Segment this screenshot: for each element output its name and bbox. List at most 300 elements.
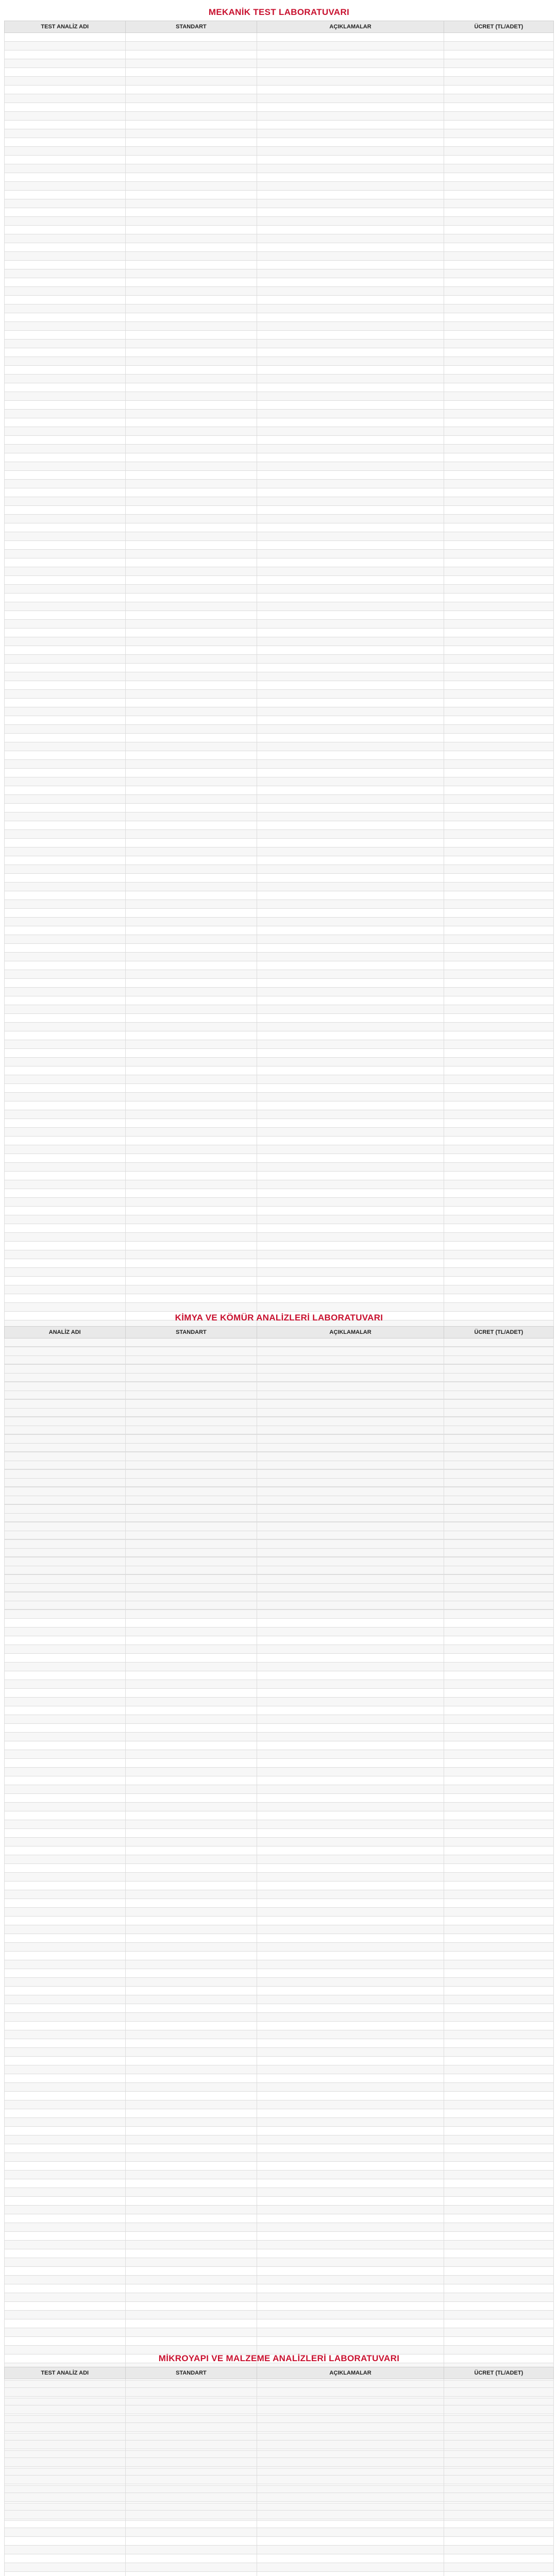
table-row <box>5 103 554 112</box>
table-cell <box>125 1829 257 1838</box>
table-row <box>5 2153 554 2162</box>
table-cell <box>125 1285 257 1294</box>
table-cell <box>257 2136 444 2144</box>
table-cell <box>257 1776 444 1785</box>
table-row <box>5 112 554 121</box>
table-cell <box>444 436 553 445</box>
table-cell <box>5 2337 126 2346</box>
table-cell <box>125 1233 257 1242</box>
table-cell <box>125 1917 257 1925</box>
table-cell <box>257 1636 444 1645</box>
table-cell <box>5 2127 126 2136</box>
table-cell <box>125 1557 257 1566</box>
table-row <box>5 935 554 944</box>
table-cell <box>444 918 553 926</box>
table-cell <box>444 50 553 59</box>
table-cell <box>444 2379 553 2388</box>
table-cell <box>125 173 257 182</box>
table-cell <box>444 103 553 112</box>
table-row <box>5 1654 554 1663</box>
table-row <box>5 1356 554 1365</box>
table-row <box>5 970 554 979</box>
table-cell <box>257 2030 444 2039</box>
table-cell <box>444 2258 553 2267</box>
table-cell <box>5 33 126 42</box>
table-cell <box>257 918 444 926</box>
table-cell <box>444 2004 553 2013</box>
table-cell <box>257 2092 444 2100</box>
table-cell <box>257 1838 444 1846</box>
table-cell <box>444 1995 553 2004</box>
table-row <box>5 427 554 436</box>
table-cell <box>444 1759 553 1768</box>
table-cell <box>444 2284 553 2293</box>
table-cell <box>5 1444 126 1452</box>
table-cell <box>5 1049 126 1058</box>
column-header: ANALİZ ADI <box>5 1327 126 1338</box>
table-row <box>5 646 554 655</box>
table-cell <box>5 2065 126 2074</box>
table-cell <box>125 182 257 191</box>
table-cell <box>444 1180 553 1189</box>
table-cell <box>257 2397 444 2405</box>
table-cell <box>257 2179 444 2188</box>
table-cell <box>444 1934 553 1943</box>
table-cell <box>257 629 444 637</box>
table-cell <box>257 1592 444 1601</box>
table-cell <box>5 848 126 856</box>
table-cell <box>257 1496 444 1505</box>
table-cell <box>125 935 257 944</box>
table-row <box>5 1969 554 1978</box>
table-cell <box>125 1207 257 1215</box>
table-cell <box>444 611 553 620</box>
table-cell <box>257 1601 444 1610</box>
table-cell <box>257 541 444 550</box>
table-cell <box>257 716 444 725</box>
table-row <box>5 1110 554 1119</box>
table-cell <box>444 471 553 480</box>
table-cell <box>125 261 257 269</box>
table-cell <box>125 2467 257 2476</box>
table-row <box>5 1084 554 1093</box>
table-row <box>5 436 554 445</box>
table-cell <box>444 821 553 830</box>
table-cell <box>5 611 126 620</box>
table-cell <box>444 2074 553 2083</box>
table-row <box>5 1268 554 1277</box>
table-cell <box>444 2083 553 2092</box>
table-cell <box>125 848 257 856</box>
table-cell <box>257 2214 444 2223</box>
table-cell <box>257 821 444 830</box>
table-cell <box>5 2405 126 2414</box>
table-cell <box>444 1435 553 1444</box>
table-cell <box>257 1733 444 1741</box>
table-cell <box>125 1987 257 1995</box>
table-row <box>5 2030 554 2039</box>
table-cell <box>444 2249 553 2258</box>
table-cell <box>257 1917 444 1925</box>
table-row <box>5 453 554 462</box>
table-cell <box>5 629 126 637</box>
table-row <box>5 2127 554 2136</box>
table-cell <box>444 1417 553 1426</box>
table-cell <box>257 707 444 716</box>
table-row <box>5 1163 554 1172</box>
table-cell <box>5 725 126 734</box>
column-header: AÇIKLAMALAR <box>257 21 444 33</box>
table-cell <box>444 2030 553 2039</box>
table-cell <box>257 2328 444 2337</box>
table-cell <box>257 436 444 445</box>
table-cell <box>257 313 444 322</box>
table-cell <box>125 1654 257 1663</box>
table-cell <box>444 1899 553 1908</box>
table-cell <box>5 1198 126 1207</box>
table-cell <box>444 1137 553 1145</box>
table-cell <box>125 506 257 515</box>
table-cell <box>444 77 553 86</box>
table-cell <box>125 77 257 86</box>
table-cell <box>125 322 257 331</box>
table-cell <box>125 1610 257 1619</box>
table-row <box>5 226 554 234</box>
table-cell <box>5 462 126 471</box>
table-cell <box>444 156 553 164</box>
table-cell <box>5 2441 126 2449</box>
table-cell <box>444 427 553 436</box>
table-cell <box>125 2162 257 2171</box>
table-cell <box>125 2284 257 2293</box>
table-cell <box>444 532 553 541</box>
table-cell <box>257 751 444 760</box>
table-cell <box>5 1058 126 1066</box>
table-cell <box>257 2223 444 2232</box>
table-cell <box>444 1689 553 1698</box>
table-row <box>5 681 554 690</box>
table-cell <box>5 2572 126 2576</box>
table-cell <box>5 2171 126 2179</box>
table-row <box>5 1452 554 1461</box>
table-cell <box>257 226 444 234</box>
table-cell <box>257 1058 444 1066</box>
table-cell <box>125 751 257 760</box>
table-cell <box>444 1049 553 1058</box>
table-row <box>5 1172 554 1180</box>
table-cell <box>125 401 257 410</box>
table-cell <box>444 2232 553 2241</box>
table-header-row <box>5 1327 554 1338</box>
table-cell <box>257 331 444 340</box>
table-cell <box>257 2118 444 2127</box>
table-cell <box>444 1838 553 1846</box>
table-cell <box>444 86 553 94</box>
table-row <box>5 979 554 988</box>
table-cell <box>125 1855 257 1864</box>
table-cell <box>5 42 126 50</box>
table-cell <box>5 821 126 830</box>
table-cell <box>125 217 257 226</box>
table-row <box>5 909 554 918</box>
table-row <box>5 795 554 804</box>
table-cell <box>257 2405 444 2414</box>
table-cell <box>125 646 257 655</box>
table-row <box>5 2441 554 2449</box>
table-cell <box>125 2188 257 2197</box>
table-cell <box>125 2337 257 2346</box>
table-cell <box>125 2328 257 2337</box>
table-cell <box>257 2388 444 2397</box>
table-cell <box>444 2048 553 2057</box>
table-cell <box>5 94 126 103</box>
table-cell <box>5 2118 126 2127</box>
table-cell <box>125 418 257 427</box>
table-row <box>5 637 554 646</box>
table-row <box>5 2171 554 2179</box>
table-cell <box>5 1005 126 1014</box>
table-row <box>5 558 554 567</box>
table-cell <box>5 173 126 182</box>
table-cell <box>257 261 444 269</box>
table-row <box>5 734 554 742</box>
table-cell <box>444 2528 553 2537</box>
table-cell <box>444 1215 553 1224</box>
table-cell <box>125 2311 257 2319</box>
table-cell <box>444 1522 553 1531</box>
table-cell <box>257 2258 444 2267</box>
table-cell <box>257 77 444 86</box>
table-cell <box>257 2502 444 2511</box>
table-cell <box>444 2092 553 2100</box>
table-row <box>5 1409 554 1417</box>
table-cell <box>125 611 257 620</box>
table-cell <box>125 1803 257 1811</box>
table-cell <box>125 2118 257 2127</box>
table-cell <box>5 1452 126 1461</box>
table-cell <box>257 926 444 935</box>
table-cell <box>125 699 257 707</box>
table-cell <box>125 2554 257 2563</box>
table-cell <box>444 1023 553 1031</box>
table-cell <box>125 1145 257 1154</box>
table-cell <box>125 2267 257 2276</box>
table-cell <box>257 1487 444 1496</box>
table-row <box>5 77 554 86</box>
table-cell <box>125 1619 257 1628</box>
table-cell <box>125 1549 257 1557</box>
table-cell <box>5 480 126 488</box>
table-cell <box>257 2232 444 2241</box>
table-cell <box>5 1855 126 1864</box>
table-row <box>5 2423 554 2432</box>
table-cell <box>125 287 257 296</box>
table-cell <box>5 1137 126 1145</box>
table-row <box>5 1689 554 1698</box>
table-row <box>5 1207 554 1215</box>
table-cell <box>125 2293 257 2302</box>
table-cell <box>444 1741 553 1750</box>
table-cell <box>125 1636 257 1645</box>
table-cell <box>5 1803 126 1811</box>
table-body <box>5 2379 554 2576</box>
column-header: ÜCRET (TL/ADET) <box>444 2367 553 2379</box>
table-cell <box>257 1987 444 1995</box>
table-cell <box>5 2004 126 2013</box>
table-cell <box>125 2528 257 2537</box>
table-cell <box>5 961 126 970</box>
table-cell <box>257 410 444 418</box>
table-row <box>5 2092 554 2100</box>
table-cell <box>444 2328 553 2337</box>
table-cell <box>5 129 126 138</box>
table-row <box>5 1733 554 1741</box>
table-cell <box>5 1128 126 1137</box>
table-cell <box>5 1479 126 1487</box>
table-cell <box>257 506 444 515</box>
table-cell <box>125 769 257 777</box>
table-cell <box>444 199 553 208</box>
table-cell <box>125 2065 257 2074</box>
table-cell <box>125 2057 257 2065</box>
table-row <box>5 1995 554 2004</box>
table-row <box>5 1479 554 1487</box>
table-cell <box>257 1794 444 1803</box>
table-header-row <box>5 21 554 33</box>
table-row <box>5 2467 554 2476</box>
table-cell <box>5 1610 126 1619</box>
table-row <box>5 1724 554 1733</box>
table-cell <box>257 199 444 208</box>
table-cell <box>444 1680 553 1689</box>
column-header: TEST ANALİZ ADI <box>5 2367 126 2379</box>
table-cell <box>125 68 257 77</box>
table-cell <box>257 1873 444 1882</box>
table-cell <box>5 2546 126 2554</box>
table-cell <box>125 2423 257 2432</box>
table-cell <box>444 2022 553 2030</box>
table-cell <box>125 164 257 173</box>
table-cell <box>257 1908 444 1917</box>
table-cell <box>5 1987 126 1995</box>
table-row <box>5 1023 554 1031</box>
table-cell <box>125 1645 257 1654</box>
table-row <box>5 2405 554 2414</box>
table-cell <box>125 550 257 558</box>
table-cell <box>257 1066 444 1075</box>
table-cell <box>125 488 257 497</box>
table-row <box>5 1198 554 1207</box>
table-row <box>5 138 554 147</box>
table-row <box>5 2276 554 2284</box>
table-row <box>5 1855 554 1864</box>
table-cell <box>125 2206 257 2214</box>
table-row <box>5 2136 554 2144</box>
table-cell <box>444 961 553 970</box>
table-cell <box>125 357 257 366</box>
table-cell <box>444 445 553 453</box>
table-cell <box>125 2171 257 2179</box>
table-cell <box>257 883 444 891</box>
table-cell <box>444 2493 553 2502</box>
table-cell <box>125 2100 257 2109</box>
table-cell <box>257 2206 444 2214</box>
table-cell <box>5 734 126 742</box>
table-cell <box>257 497 444 506</box>
table-cell <box>257 1584 444 1592</box>
table-cell <box>125 1163 257 1172</box>
table-row <box>5 1899 554 1908</box>
table-row <box>5 1619 554 1628</box>
table-cell <box>257 2153 444 2162</box>
table-cell <box>125 2092 257 2100</box>
table-cell <box>5 1995 126 2004</box>
table-cell <box>125 2302 257 2311</box>
table-cell <box>257 2039 444 2048</box>
table-row <box>5 2328 554 2337</box>
table-row <box>5 1145 554 1154</box>
table-cell <box>5 103 126 112</box>
table-row <box>5 173 554 182</box>
table-cell <box>444 2502 553 2511</box>
table-row <box>5 208 554 217</box>
table-cell <box>257 304 444 313</box>
table-row <box>5 50 554 59</box>
table-cell <box>444 1663 553 1671</box>
table-cell <box>125 269 257 278</box>
table-cell <box>125 2441 257 2449</box>
table-cell <box>257 699 444 707</box>
table-row <box>5 1277 554 1285</box>
table-cell <box>125 103 257 112</box>
table-cell <box>257 1689 444 1698</box>
table-cell <box>257 2449 444 2458</box>
table-cell <box>5 2223 126 2232</box>
table-cell <box>257 357 444 366</box>
table-cell <box>444 1347 553 1356</box>
table-cell <box>257 1268 444 1277</box>
table-cell <box>444 839 553 848</box>
table-cell <box>257 2432 444 2441</box>
table-cell <box>257 812 444 821</box>
table-cell <box>125 1093 257 1101</box>
table-cell <box>5 2232 126 2241</box>
table-row <box>5 471 554 480</box>
table-row <box>5 234 554 243</box>
table-cell <box>125 1031 257 1040</box>
table-cell <box>5 208 126 217</box>
table-cell <box>444 541 553 550</box>
column-header: AÇIKLAMALAR <box>257 1327 444 1338</box>
table-cell <box>444 2405 553 2414</box>
table-row <box>5 506 554 515</box>
table-row <box>5 515 554 523</box>
table-cell <box>257 1119 444 1128</box>
table-cell <box>257 1101 444 1110</box>
table-cell <box>444 1259 553 1268</box>
table-cell <box>5 1864 126 1873</box>
table-row <box>5 2162 554 2171</box>
table-row <box>5 1294 554 1303</box>
table-cell <box>5 1575 126 1584</box>
table-cell <box>444 672 553 681</box>
table-cell <box>5 2563 126 2572</box>
table-cell <box>257 1435 444 1444</box>
column-header: STANDART <box>125 21 257 33</box>
table-row <box>5 1417 554 1426</box>
table-cell <box>444 883 553 891</box>
table-cell <box>125 392 257 401</box>
